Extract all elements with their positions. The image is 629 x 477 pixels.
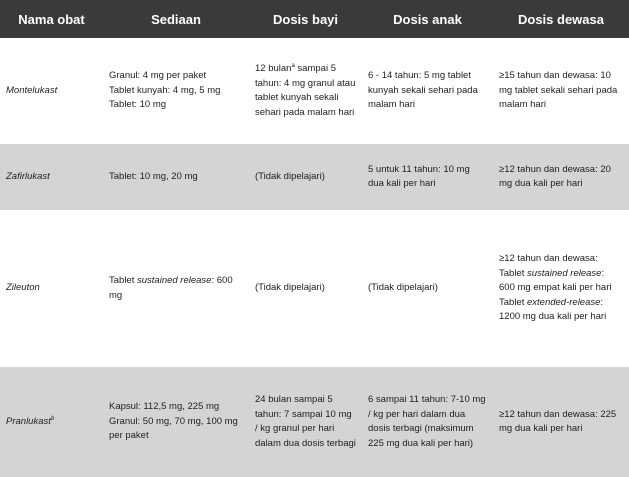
sediaan-line: Tablet: 10 mg, 20 mg <box>109 170 198 182</box>
sediaan-line: Kapsul: 112,5 mg, 225 mg <box>109 401 220 413</box>
sediaan-italic-text: sustained release <box>137 275 212 286</box>
drug-name: Zafirlukast <box>6 170 50 182</box>
dosis-dewasa-line: ≥12 tahun dan dewasa: <box>499 253 598 265</box>
dosis-anak-cell: (Tidak dipelajari) <box>368 282 438 294</box>
header-dosis-anak: Dosis anak <box>393 11 462 27</box>
header-nama-obat: Nama obat <box>18 11 85 27</box>
dosis-bayi-text: 12 bulan <box>255 63 292 74</box>
drug-name-cell <box>0 367 103 477</box>
dosis-bayi-cell: 24 bulan sampai 5 tahun: 7 sampai 10 mg / kg granul per hari dalam dua dosis terbagi <box>255 394 356 449</box>
sediaan-cell <box>103 144 249 210</box>
sediaan-cell <box>103 367 249 477</box>
drug-name: Montelukast <box>6 84 58 96</box>
dosis-dewasa-text: Tablet <box>499 267 527 279</box>
header-dosis-bayi: Dosis bayi <box>272 11 339 27</box>
dosis-bayi-cell: (Tidak dipelajari) <box>255 170 325 182</box>
dosis-dewasa-line: 600 mg empat kali per hari <box>499 282 612 294</box>
dosis-dewasa-line <box>499 296 623 311</box>
header-dosis-dewasa: Dosis dewasa <box>518 11 604 27</box>
table-row-montelukast <box>0 38 629 144</box>
dosis-bayi-cell <box>249 38 362 144</box>
dosis-bayi-cell: (Tidak dipelajari) <box>255 282 325 294</box>
table-row-pranlukast <box>0 367 629 477</box>
dosis-dewasa-text: : <box>600 296 604 308</box>
table-row-zafirlukast <box>0 144 629 210</box>
sediaan-cell <box>103 38 249 144</box>
dosis-dewasa-cell: ≥12 tahun dan dewasa: 20 mg dua kali per hari <box>499 163 611 189</box>
dosis-anak-cell: 6 sampai 11 tahun: 7-10 mg / kg per hari dalam dua dosis terbagi (maksimum 225 mg dua kali per hari) <box>368 394 486 449</box>
sediaan-line: Tablet kunyah: 4 mg, 5 mg <box>109 84 221 96</box>
drug-name: Zileuton <box>6 282 40 294</box>
sediaan-text: Tablet <box>109 275 137 286</box>
header-sediaan: Sediaan <box>151 11 201 27</box>
dosis-anak-cell: 6 - 14 tahun: 5 mg tablet kunyah sekali sehari pada malam hari <box>368 70 478 111</box>
dosis-dewasa-line: 1200 mg dua kali per hari <box>499 311 607 323</box>
dosis-dewasa-italic-text: sustained release <box>527 267 602 279</box>
dosis-dewasa-italic-text: extended-release <box>527 296 601 308</box>
sediaan-line: Granul: 50 mg, 70 mg, 100 mg per paket <box>109 415 238 442</box>
sediaan-line: Tablet: 10 mg <box>109 99 167 111</box>
dosis-dewasa-cell <box>493 210 629 367</box>
drug-name: Pranlukast <box>6 415 51 427</box>
dosis-dewasa-line <box>499 267 623 282</box>
dosis-dewasa-cell: ≥15 tahun dan dewasa: 10 mg tablet sekali sehari pada malam hari <box>499 70 618 111</box>
sediaan-text: : 600 mg <box>109 275 233 301</box>
table-header-row <box>0 0 629 38</box>
table-row-zileuton <box>0 210 629 367</box>
sediaan-cell <box>103 210 249 367</box>
dosis-dewasa-text: Tablet <box>499 296 527 308</box>
dosis-bayi-text: sampai 5 tahun: 4 mg granul atau tablet kunyah sekali sehari pada malam hari <box>255 63 356 118</box>
dosis-anak-cell: 5 untuk 11 tahun: 10 mg dua kali per hari <box>368 163 470 189</box>
dosis-dewasa-cell: ≥12 tahun dan dewasa: 225 mg dua kali per hari <box>499 408 617 434</box>
footnote-marker: a <box>291 62 295 69</box>
footnote-marker: b <box>50 415 55 422</box>
dosis-dewasa-text: : <box>601 267 605 279</box>
sediaan-line: Granul: 4 mg per paket <box>109 70 207 82</box>
